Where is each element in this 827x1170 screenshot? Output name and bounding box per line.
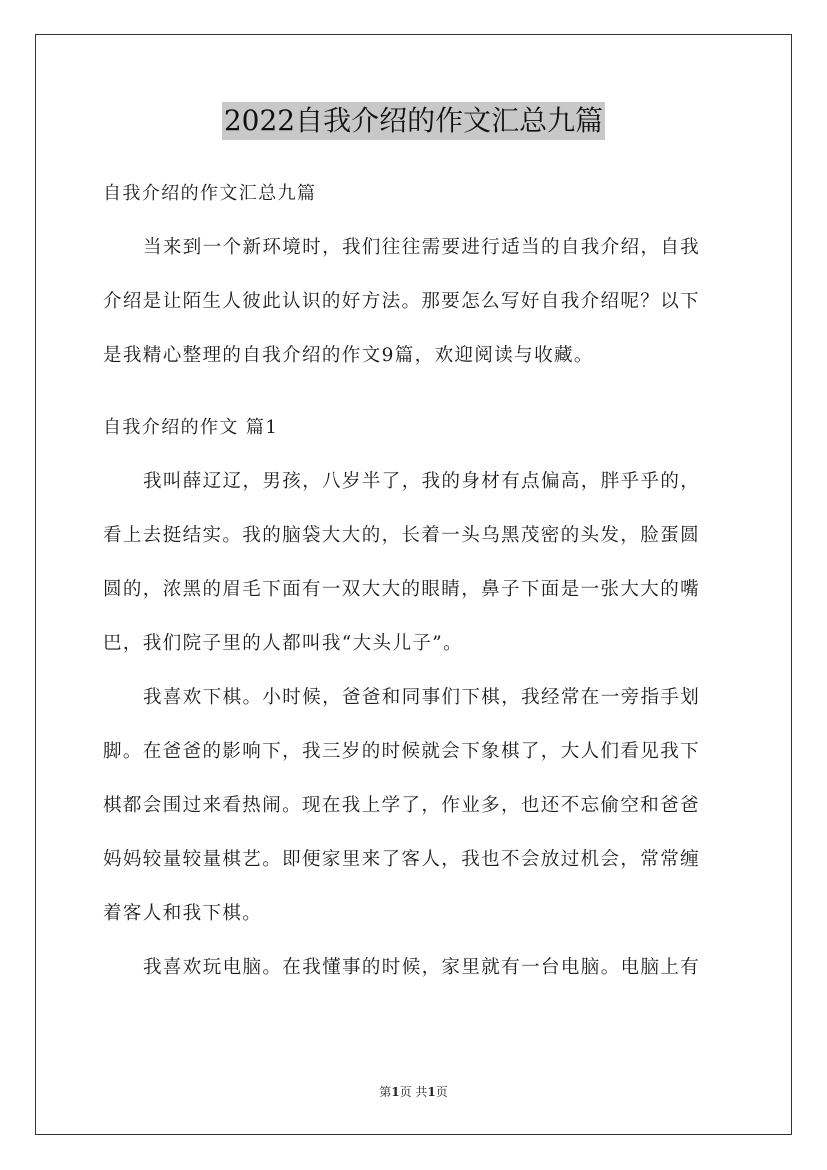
document-title: 2022自我介绍的作文汇总九篇	[222, 102, 605, 140]
paragraph-line: 巴，我们院子里的人都叫我“大头儿子”。	[103, 633, 464, 654]
paragraph-line: 妈妈较量较量棋艺。即便家里来了客人，我也不会放过机会，常常缠	[103, 849, 701, 870]
intro-line: 介绍是让陌生人彼此认识的好方法。那要怎么写好自我介绍呢？以下	[103, 291, 701, 312]
footer-label: 页	[435, 1085, 448, 1099]
footer-label: 页 共	[399, 1085, 428, 1099]
title-container	[0, 102, 827, 140]
paragraph-line: 脚。在爸爸的影响下，我三岁的时候就会下象棋了，大人们看见我下	[103, 741, 701, 762]
paragraph-line: 看上去挺结实。我的脑袋大大的，长着一头乌黑茂密的头发，脸蛋圆	[103, 525, 701, 546]
footer-label: 第	[379, 1085, 392, 1099]
intro-line: 是我精心整理的自我介绍的作文9篇，欢迎阅读与收藏。	[103, 345, 594, 366]
paragraph-line: 我叫薛辽辽，男孩，八岁半了，我的身材有点偏高，胖乎乎的，	[143, 471, 701, 492]
paragraph-line: 我喜欢下棋。小时候，爸爸和同事们下棋，我经常在一旁指手划	[143, 687, 701, 708]
section-heading: 自我介绍的作文 篇1	[103, 417, 279, 438]
page-total-number: 1	[427, 1085, 436, 1099]
page-current-number: 1	[391, 1085, 400, 1099]
paragraph-line: 我喜欢玩电脑。在我懂事的时候，家里就有一台电脑。电脑上有	[143, 957, 701, 978]
paragraph-line: 圆的，浓黑的眉毛下面有一双大大的眼睛，鼻子下面是一张大大的嘴	[103, 579, 701, 600]
document-body	[103, 176, 727, 1004]
body-paragraph	[103, 464, 727, 662]
page-footer	[0, 1084, 827, 1100]
intro-line: 当来到一个新环境时，我们往往需要进行适当的自我介绍，自我	[143, 237, 701, 258]
intro-paragraph	[103, 230, 727, 374]
body-paragraph	[103, 680, 727, 932]
paragraph-line: 棋都会围过来看热闹。现在我上学了，作业多，也还不忘偷空和爸爸	[103, 795, 701, 816]
paragraph-line: 着客人和我下棋。	[103, 903, 263, 924]
body-paragraph	[103, 950, 727, 986]
document-subtitle: 自我介绍的作文汇总九篇	[103, 183, 317, 204]
